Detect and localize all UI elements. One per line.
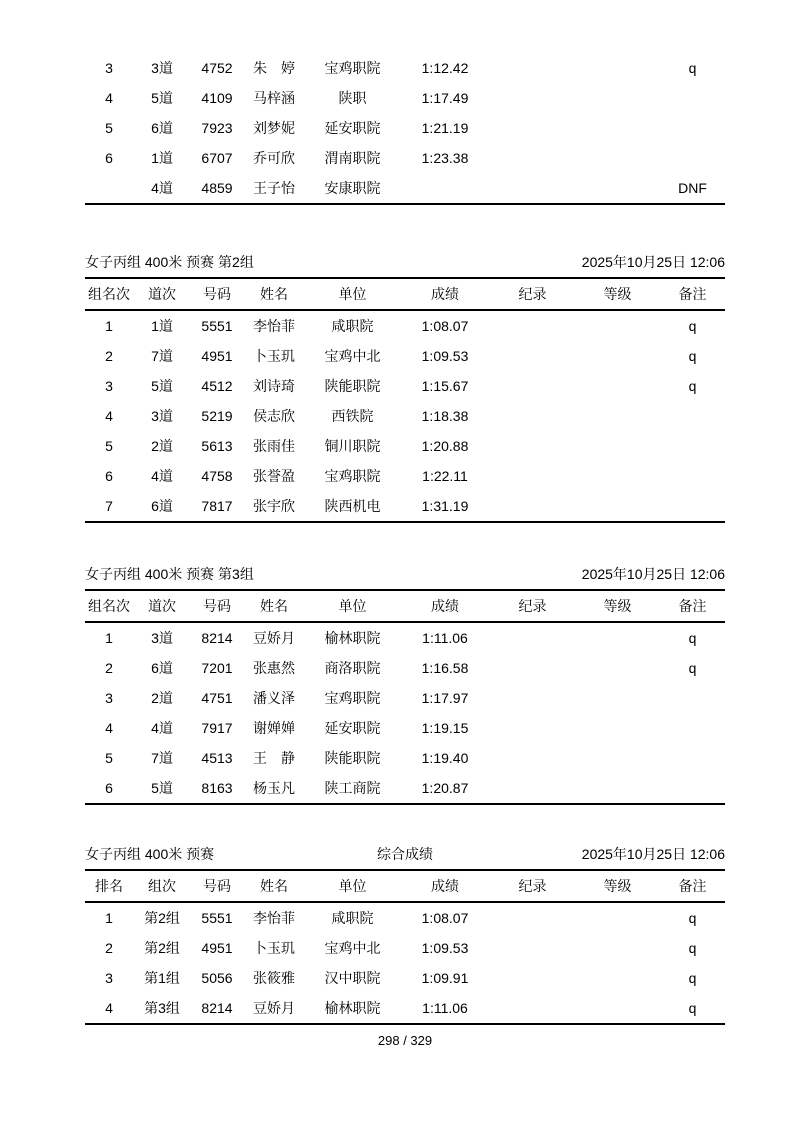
cell: 6 (105, 150, 113, 166)
cell: 咸职院 (331, 910, 374, 926)
cell (490, 310, 575, 341)
cell: 1:11.06 (422, 1000, 468, 1016)
cell: 陕西机电 (324, 498, 381, 514)
cell: 豆娇月 (253, 630, 295, 646)
cell (490, 341, 575, 371)
block-title (85, 565, 725, 591)
cell: 1:16.58 (421, 660, 469, 676)
cell: 4951 (201, 940, 233, 956)
column-header: 排名 (85, 871, 133, 902)
timestamp: 2025年10月25日 12:06 (581, 846, 725, 862)
table-row (85, 83, 725, 113)
cell: 陕能职院 (324, 378, 381, 394)
cell (575, 173, 660, 204)
results-block-combined (85, 845, 725, 1025)
event-title: 女子丙组 400米 预赛 第2组 (85, 254, 254, 270)
column-header: 单位 (305, 591, 400, 622)
cell: 西铁院 (331, 408, 374, 424)
cell: 1 (105, 318, 113, 334)
cell: 2道 (151, 690, 173, 706)
cell: 榆林职院 (324, 1000, 381, 1016)
table-row (85, 310, 725, 341)
cell: 6道 (151, 498, 173, 514)
cell: q (688, 660, 697, 676)
cell (490, 173, 575, 204)
event-title: 女子丙组 400米 预赛 第3组 (85, 566, 254, 582)
cell: q (688, 910, 697, 926)
table-row (85, 113, 725, 143)
cell: 5道 (151, 780, 173, 796)
cell: 榆林职院 (324, 630, 381, 646)
title-center: 综合成绩 (377, 846, 433, 862)
cell: 4 (105, 408, 113, 424)
table-row (85, 902, 725, 933)
column-header: 备注 (660, 591, 725, 622)
column-header: 备注 (660, 871, 725, 902)
cell (490, 622, 575, 653)
cell: 张宇欣 (253, 498, 295, 514)
cell (490, 963, 575, 993)
cell (490, 743, 575, 773)
cell: 4512 (201, 378, 233, 394)
cell: 4951 (201, 348, 233, 364)
column-header: 组名次 (85, 279, 133, 310)
cell: 张誉盈 (253, 468, 295, 484)
cell: 卜玉玑 (253, 348, 295, 364)
cell (490, 371, 575, 401)
table-row (85, 653, 725, 683)
cell: 4 (105, 720, 113, 736)
cell: 杨玉凡 (253, 780, 295, 796)
cell: 4751 (201, 690, 233, 706)
cell: 7 (105, 498, 113, 514)
results-table (85, 871, 725, 1025)
cell: 4758 (201, 468, 233, 484)
cell: 1:08.07 (421, 910, 469, 926)
cell: 咸职院 (331, 318, 374, 334)
cell: q (688, 60, 697, 76)
column-header: 姓名 (243, 591, 305, 622)
header-row (85, 591, 725, 622)
column-header: 号码 (191, 279, 243, 310)
cell: 2 (105, 660, 113, 676)
cell: 4 (105, 90, 113, 106)
cell (575, 431, 660, 461)
table-row (85, 173, 725, 204)
results-table (85, 53, 725, 205)
cell: 谢婵婵 (253, 720, 295, 736)
cell: 张雨佳 (253, 438, 295, 454)
cell (660, 713, 725, 743)
cell (660, 461, 725, 491)
cell (575, 83, 660, 113)
cell: 汉中职院 (324, 970, 381, 986)
cell: 5219 (201, 408, 233, 424)
cell: 宝鸡职院 (324, 690, 381, 706)
cell (575, 371, 660, 401)
column-header: 姓名 (243, 279, 305, 310)
cell: 7917 (201, 720, 233, 736)
cell (575, 713, 660, 743)
cell: 宝鸡中北 (324, 940, 381, 956)
cell: 3 (105, 60, 113, 76)
cell: 陕工商院 (324, 780, 381, 796)
cell: 刘诗琦 (253, 378, 295, 394)
cell: 6道 (151, 120, 173, 136)
cell: 王 静 (253, 750, 295, 766)
cell: q (688, 1000, 697, 1016)
cell (660, 431, 725, 461)
column-header: 道次 (133, 591, 191, 622)
cell: 1:11.06 (422, 630, 468, 646)
cell (490, 113, 575, 143)
cell (490, 143, 575, 173)
event-title: 女子丙组 400米 预赛 (85, 846, 215, 862)
table-row (85, 713, 725, 743)
cell: 商洛职院 (324, 660, 381, 676)
column-header: 纪录 (490, 591, 575, 622)
cell (660, 491, 725, 522)
cell: 2 (105, 940, 113, 956)
cell (490, 653, 575, 683)
cell (575, 683, 660, 713)
header-row (85, 871, 725, 902)
cell: 1:20.88 (421, 438, 469, 454)
cell (575, 933, 660, 963)
results-block-heat3 (85, 565, 725, 805)
cell: DNF (678, 180, 707, 196)
cell (660, 773, 725, 804)
cell: 朱 婷 (253, 60, 295, 76)
cell (660, 401, 725, 431)
cell (575, 401, 660, 431)
table-row (85, 461, 725, 491)
column-header: 等级 (575, 591, 660, 622)
cell: 4513 (201, 750, 233, 766)
column-header: 等级 (575, 279, 660, 310)
column-header: 纪录 (490, 279, 575, 310)
cell: q (688, 348, 697, 364)
column-header: 备注 (660, 279, 725, 310)
cell: 卜玉玑 (253, 940, 295, 956)
cell (575, 461, 660, 491)
table-row (85, 743, 725, 773)
cell: 5613 (201, 438, 233, 454)
column-header: 成绩 (400, 871, 490, 902)
cell (575, 310, 660, 341)
column-header: 号码 (191, 591, 243, 622)
cell: 延安职院 (324, 120, 381, 136)
cell (660, 683, 725, 713)
cell: 安康职院 (324, 180, 381, 196)
cell (490, 713, 575, 743)
cell: 2道 (151, 438, 173, 454)
cell: 第2组 (144, 910, 180, 926)
cell (575, 53, 660, 83)
column-header: 纪录 (490, 871, 575, 902)
cell: q (688, 378, 697, 394)
table-row (85, 53, 725, 83)
cell: 1:09.91 (421, 970, 469, 986)
timestamp: 2025年10月25日 12:06 (581, 566, 725, 582)
cell (490, 431, 575, 461)
cell: 潘义泽 (253, 690, 295, 706)
cell: 6 (105, 780, 113, 796)
header-row (85, 279, 725, 310)
cell (660, 743, 725, 773)
column-header: 组名次 (85, 591, 133, 622)
cell: q (688, 318, 697, 334)
cell (660, 83, 725, 113)
cell: 第3组 (144, 1000, 180, 1016)
cell: 李怡菲 (253, 318, 295, 334)
cell: 第1组 (144, 970, 180, 986)
cell (490, 773, 575, 804)
column-header: 成绩 (400, 591, 490, 622)
cell: 张筱雅 (253, 970, 295, 986)
cell: 4道 (151, 720, 173, 736)
cell: 1道 (151, 150, 173, 166)
cell: 1:09.53 (421, 348, 469, 364)
cell: 6707 (201, 150, 233, 166)
cell: 1:15.67 (421, 378, 469, 394)
cell: 侯志欣 (253, 408, 295, 424)
cell: 张惠然 (253, 660, 295, 676)
cell: 4859 (201, 180, 233, 196)
cell (490, 83, 575, 113)
cell: q (688, 970, 697, 986)
cell (575, 773, 660, 804)
cell: 5 (105, 750, 113, 766)
cell: 5道 (151, 378, 173, 394)
cell: 豆娇月 (253, 1000, 295, 1016)
cell (85, 173, 133, 204)
cell: 渭南职院 (324, 150, 381, 166)
cell: 1:18.38 (421, 408, 469, 424)
cell: 陕职 (338, 90, 367, 106)
cell: 3道 (151, 630, 173, 646)
cell: 5551 (201, 910, 233, 926)
cell: 4 (105, 1000, 113, 1016)
cell: 王子怡 (253, 180, 295, 196)
block-title (85, 845, 725, 871)
cell: 宝鸡职院 (324, 468, 381, 484)
cell: 1:20.87 (421, 780, 469, 796)
table-row (85, 773, 725, 804)
column-header: 姓名 (243, 871, 305, 902)
results-table (85, 279, 725, 523)
cell: 1:17.49 (421, 90, 469, 106)
page-number: 298 / 329 (377, 1033, 433, 1048)
column-header: 等级 (575, 871, 660, 902)
cell: 铜川职院 (324, 438, 381, 454)
cell: 6道 (151, 660, 173, 676)
cell: 7923 (201, 120, 233, 136)
table-row (85, 431, 725, 461)
cell: 1:23.38 (421, 150, 469, 166)
cell: 7817 (201, 498, 233, 514)
cell: 1:12.42 (421, 60, 469, 76)
cell: 马梓涵 (253, 90, 295, 106)
table-header (85, 279, 725, 310)
cell: 7道 (151, 750, 173, 766)
block-title (85, 253, 725, 279)
cell: 8214 (201, 1000, 233, 1016)
column-header: 成绩 (400, 279, 490, 310)
results-table (85, 591, 725, 805)
table-row (85, 622, 725, 653)
cell: 1:17.97 (421, 690, 469, 706)
table-body (85, 310, 725, 522)
cell: 5道 (151, 90, 173, 106)
cell: 4752 (201, 60, 233, 76)
column-header: 号码 (191, 871, 243, 902)
cell (660, 113, 725, 143)
table-row (85, 963, 725, 993)
cell (490, 933, 575, 963)
cell: 陕能职院 (324, 750, 381, 766)
cell (575, 622, 660, 653)
table-row (85, 341, 725, 371)
cell (660, 143, 725, 173)
cell: 5551 (201, 318, 233, 334)
cell: 1:09.53 (421, 940, 469, 956)
cell: 刘梦妮 (253, 120, 295, 136)
column-header: 单位 (305, 871, 400, 902)
table-row (85, 401, 725, 431)
results-block-heat2 (85, 253, 725, 523)
table-row (85, 491, 725, 522)
cell: 延安职院 (324, 720, 381, 736)
cell: 5 (105, 120, 113, 136)
table-row (85, 933, 725, 963)
cell (490, 461, 575, 491)
cell: 2 (105, 348, 113, 364)
column-header: 道次 (133, 279, 191, 310)
cell (575, 963, 660, 993)
cell: 1 (105, 910, 113, 926)
cell (490, 53, 575, 83)
cell: q (688, 940, 697, 956)
table-body (85, 53, 725, 204)
cell: 4109 (201, 90, 233, 106)
cell (400, 173, 490, 204)
table-row (85, 993, 725, 1024)
cell: 3道 (151, 408, 173, 424)
cell (490, 491, 575, 522)
cell (575, 491, 660, 522)
cell: 5 (105, 438, 113, 454)
cell: 1:21.19 (421, 120, 469, 136)
cell (575, 743, 660, 773)
cell: 3道 (151, 60, 173, 76)
cell (490, 993, 575, 1024)
cell: 3 (105, 970, 113, 986)
cell (575, 143, 660, 173)
cell: 8214 (201, 630, 233, 646)
cell: 第2组 (144, 940, 180, 956)
cell: 6 (105, 468, 113, 484)
cell (490, 902, 575, 933)
cell (575, 341, 660, 371)
cell: q (688, 630, 697, 646)
cell: 1:19.15 (421, 720, 469, 736)
cell: 1 (105, 630, 113, 646)
table-header (85, 591, 725, 622)
column-header: 单位 (305, 279, 400, 310)
table-row (85, 143, 725, 173)
cell: 1道 (151, 318, 173, 334)
cell: 7201 (201, 660, 233, 676)
cell: 1:19.40 (421, 750, 469, 766)
cell: 宝鸡中北 (324, 348, 381, 364)
cell: 1:31.19 (421, 498, 469, 514)
cell: 宝鸡职院 (324, 60, 381, 76)
cell: 5056 (201, 970, 233, 986)
table-header (85, 871, 725, 902)
timestamp: 2025年10月25日 12:06 (581, 254, 725, 270)
cell: 李怡菲 (253, 910, 295, 926)
cell (490, 401, 575, 431)
cell: 4道 (151, 180, 173, 196)
table-row (85, 371, 725, 401)
cell: 7道 (151, 348, 173, 364)
cell: 8163 (201, 780, 233, 796)
results-block-heat1-continued (85, 53, 725, 205)
cell (575, 113, 660, 143)
cell: 1:22.11 (422, 468, 468, 484)
column-header: 组次 (133, 871, 191, 902)
cell (490, 683, 575, 713)
cell (575, 902, 660, 933)
cell (575, 653, 660, 683)
table-body (85, 622, 725, 804)
table-row (85, 683, 725, 713)
cell: 3 (105, 690, 113, 706)
cell: 乔可欣 (253, 150, 295, 166)
cell: 3 (105, 378, 113, 394)
cell: 4道 (151, 468, 173, 484)
cell: 1:08.07 (421, 318, 469, 334)
cell (575, 993, 660, 1024)
table-body (85, 902, 725, 1024)
